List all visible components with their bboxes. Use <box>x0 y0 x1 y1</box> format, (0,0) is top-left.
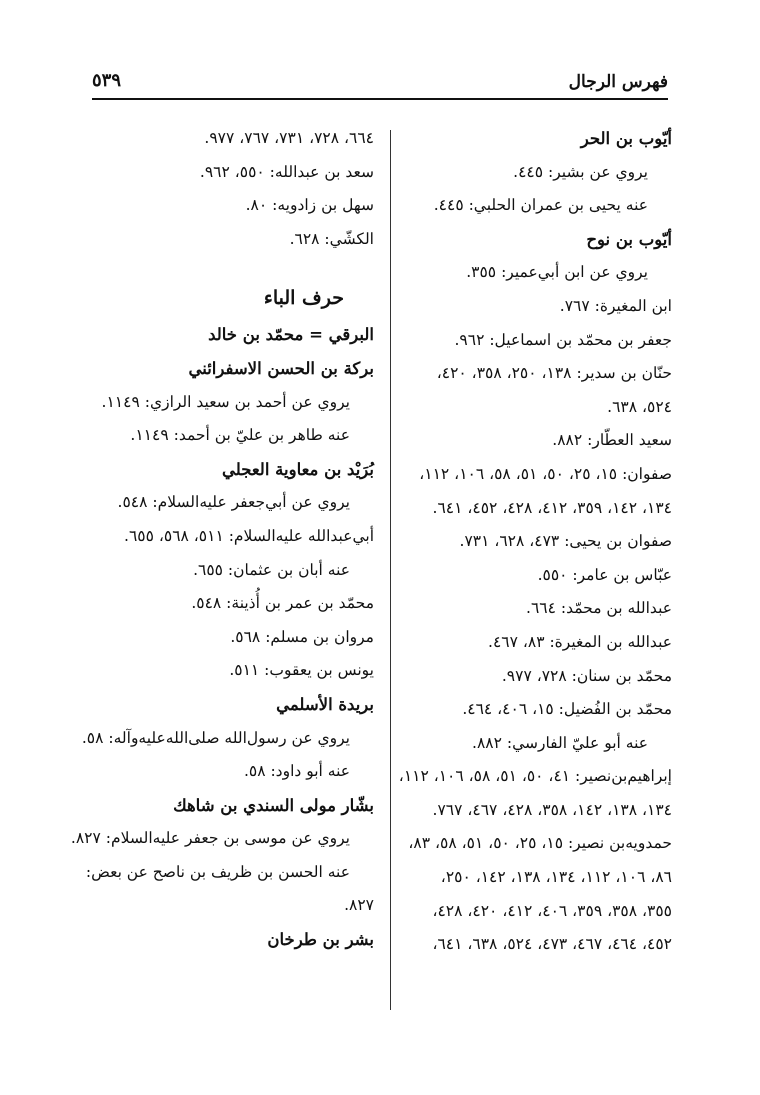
entry-relation: يروي عن أحمد بن سعيد الرازي: ١١٤٩. <box>101 392 350 411</box>
entry-text: صفوان بن يحيى: ٤٧٣، ٦٢٨، ٧٣١. <box>459 532 672 551</box>
entry-name: بركة بن الحسن الاسفرائني <box>188 358 374 378</box>
entry-name: بشّار مولى السندي بن شاهك <box>173 795 374 815</box>
entry-text: سهل بن زادويه: ٨٠. <box>245 196 374 215</box>
entry-text: إبراهيم‌بن‌نصير: ٤١، ٥٠، ٥١، ٥٨، ١٠٦، ١١٢، <box>398 767 672 786</box>
entry-text: يونس بن يعقوب: ٥١١. <box>229 661 374 680</box>
entry-relation: عنه أبو داود: ٥٨. <box>243 762 350 781</box>
entry-text: ٤٥٢، ٤٦٤، ٤٦٧، ٤٧٣، ٥٢٤، ٦٣٨، ٦٤١، <box>432 935 672 954</box>
entry-text: ٥٢٤، ٦٣٨. <box>607 397 672 416</box>
entry-text: محمّد بن سنان: ٧٢٨، ٩٧٧. <box>501 666 672 685</box>
entry-name: بشر بن طرخان <box>267 930 374 950</box>
entry-relation: عنه الحسن بن ظريف بن ناصح عن بعض: <box>85 862 350 881</box>
left-column <box>70 122 374 957</box>
running-title: فهرس الرجال <box>568 72 668 92</box>
entry-relation: يروي عن بشير: ٤٤٥. <box>513 162 648 181</box>
entry-name: بُرَيْد بن معاوية العجلي <box>221 459 374 479</box>
entry-text: ٣٥٥، ٣٥٨، ٣٥٩، ٤٠٦، ٤١٢، ٤٢٠، ٤٢٨، <box>432 901 672 920</box>
entry-relation: يروي عن أبي‌جعفر عليه‌السلام: ٥٤٨. <box>117 493 350 512</box>
entry-text: محمّد بن عمر بن أُذينة: ٥٤٨. <box>191 594 374 613</box>
entry-text: حمدويه‌بن نصير: ١٥، ٢٥، ٥٠، ٥١، ٥٨، ٨٣، <box>408 834 672 853</box>
entry-text: حنّان بن سدير: ١٣٨، ٢٥٠، ٣٥٨، ٤٢٠، <box>436 364 672 383</box>
entry-relation: عنه يحيى بن عمران الحلبي: ٤٤٥. <box>433 196 648 215</box>
right-column <box>398 122 672 962</box>
entry-relation: عنه أبان بن عثمان: ٦٥٥. <box>193 560 350 579</box>
entry-relation: عنه طاهر بن عليّ بن أحمد: ١١٤٩. <box>130 426 350 445</box>
entry-text: ٦٦٤، ٧٢٨، ٧٣١، ٧٦٧، ٩٧٧. <box>204 129 374 147</box>
entry-relation: يروي عن رسول‌الله صلى‌الله‌عليه‌وآله: ٥٨. <box>81 728 350 747</box>
entry-name: أيّوب بن الحر <box>580 129 672 148</box>
entry-name: أيّوب بن نوح <box>586 229 672 249</box>
column-divider <box>390 130 391 1010</box>
entry-text: مروان بن مسلم: ٥٦٨. <box>230 627 374 646</box>
entry-relation: يروي عن موسى بن جعفر عليه‌السلام: ٨٢٧. <box>70 829 350 848</box>
section-heading: حرف الباء <box>263 287 344 310</box>
entry-text: عبّاس بن عامر: ٥٥٠. <box>537 565 672 584</box>
entry-name: بريدة الأسلمي <box>276 694 374 714</box>
entry-relation: عنه أبو عليّ الفارسي: ٨٨٢. <box>472 733 648 752</box>
entry-text: ٨٢٧. <box>344 896 374 915</box>
spacer <box>92 256 374 278</box>
entry-text: الكشّي: ٦٢٨. <box>289 229 374 248</box>
entry-text: محمّد بن الفُضيل: ١٥، ٤٠٦، ٤٦٤. <box>462 700 672 719</box>
entry-text: ٨٦، ١٠٦، ١١٢، ١٣٤، ١٣٨، ١٤٢، ٢٥٠، <box>440 868 672 887</box>
page-number: ٥٣٩ <box>92 70 122 91</box>
entry-text: أبي‌عبدالله عليه‌السلام: ٥١١، ٥٦٨، ٦٥٥. <box>124 526 374 545</box>
entry-text: صفوان: ١٥، ٢٥، ٥٠، ٥١، ٥٨، ١٠٦، ١١٢، <box>419 464 672 483</box>
entry-text: سعد بن عبدالله: ٥٥٠، ٩٦٢. <box>199 162 374 181</box>
entry-text: عبدالله بن محمّد: ٦٦٤. <box>526 599 672 618</box>
page-header <box>92 68 668 100</box>
entry-text: ١٣٤، ١٣٨، ١٤٢، ٣٥٨، ٤٢٨، ٤٦٧، ٧٦٧. <box>432 800 672 819</box>
entry-text: جعفر بن محمّد بن اسماعيل: ٩٦٢. <box>454 330 672 349</box>
entry-name: البرقي = محمّد بن خالد <box>208 325 374 345</box>
entry-text: عبدالله بن المغيرة: ٨٣، ٤٦٧. <box>488 632 672 651</box>
entry-text: ١٣٤، ١٤٢، ٣٥٩، ٤١٢، ٤٢٨، ٤٥٢، ٦٤١. <box>432 498 672 517</box>
entry-relation: يروي عن ابن أبي‌عمير: ٣٥٥. <box>466 263 648 282</box>
entry-text: ابن المغيرة: ٧٦٧. <box>559 296 672 315</box>
entry-text: سعيد العطّار: ٨٨٢. <box>552 431 672 450</box>
